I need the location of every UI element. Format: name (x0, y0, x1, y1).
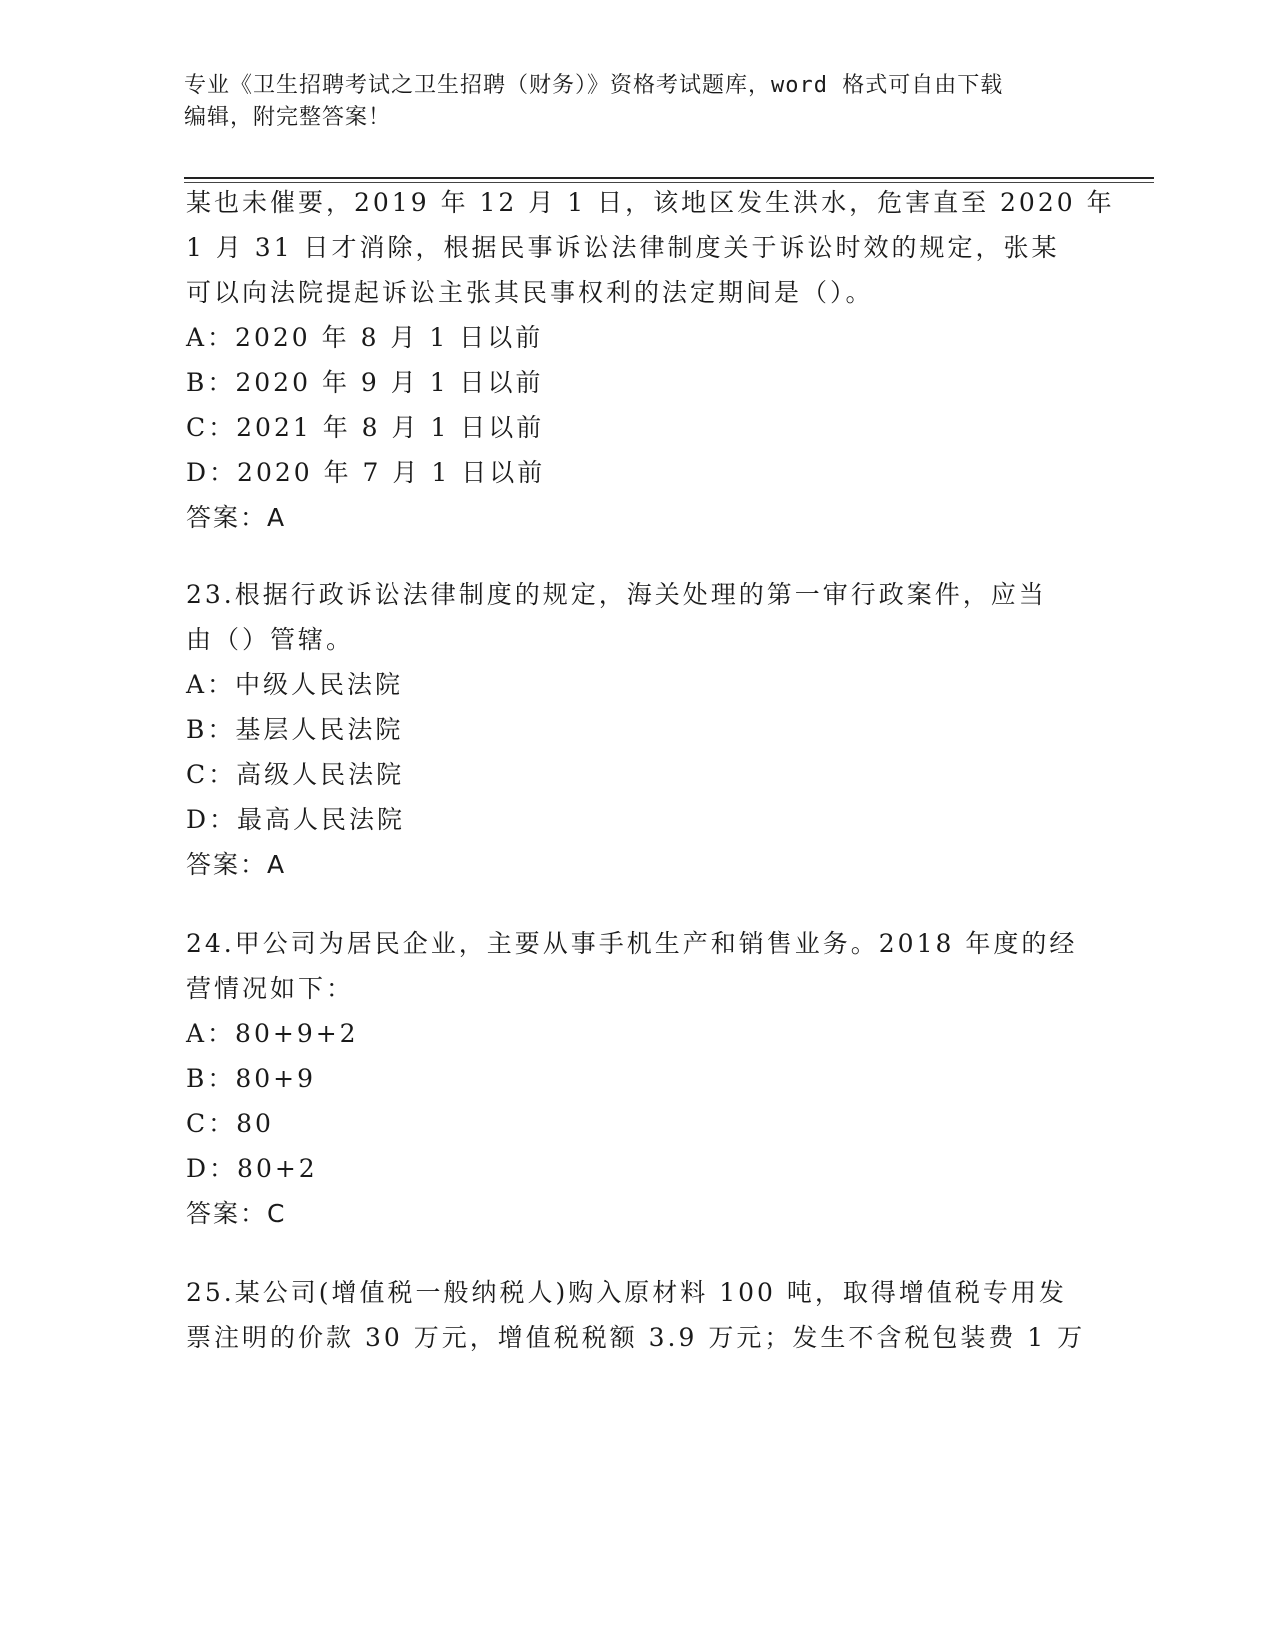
option-c: C：2021 年 8 月 1 日以前 (186, 413, 545, 442)
option-a: A：80+9+2 (186, 1019, 359, 1048)
option-b: B：2020 年 9 月 1 日以前 (186, 368, 544, 397)
question-block-25 (186, 1270, 1086, 1360)
header-line-2: 编辑，附完整答案！ (184, 105, 392, 130)
option-a: A：中级人民法院 (186, 670, 404, 699)
question-block-23 (186, 572, 1086, 887)
option-c: C：高级人民法院 (186, 760, 405, 789)
header-line-1: 专业《卫生招聘考试之卫生招聘（财务）》资格考试题库，word 格式可自由下载 (184, 73, 1004, 98)
option-d: D：最高人民法院 (186, 805, 406, 834)
page-header (184, 70, 1064, 134)
question-block-22 (186, 180, 1115, 540)
question-stem-line: 可以向法院提起诉讼主张其民事权利的法定期间是（）。 (186, 278, 874, 307)
question-stem-line: 1 月 31 日才消除，根据民事诉讼法律制度关于诉讼时效的规定，张某 (186, 233, 1060, 262)
question-stem-line: 24.甲公司为居民企业，主要从事手机生产和销售业务。2018 年度的经 (186, 929, 1078, 958)
header-divider-thick (184, 177, 1154, 179)
answer-line: 答案：A (186, 503, 287, 532)
question-stem-line: 由（）管辖。 (186, 625, 355, 654)
question-stem-line: 营情况如下： (186, 974, 355, 1003)
question-stem-line: 某也未催要，2019 年 12 月 1 日，该地区发生洪水，危害直至 2020 年 (186, 188, 1115, 217)
option-b: B：80+9 (186, 1064, 317, 1093)
question-stem-line: 25.某公司(增值税一般纳税人)购入原材料 100 吨，取得增值税专用发 (186, 1278, 1067, 1307)
answer-line: 答案：C (186, 1199, 287, 1228)
option-c: C：80 (186, 1109, 274, 1138)
option-a: A：2020 年 8 月 1 日以前 (186, 323, 544, 352)
option-d: D：80+2 (186, 1154, 318, 1183)
option-b: B：基层人民法院 (186, 715, 404, 744)
answer-line: 答案：A (186, 850, 287, 879)
question-block-24 (186, 921, 1086, 1236)
question-stem-line: 票注明的价款 30 万元，增值税税额 3.9 万元；发生不含税包装费 1 万 (186, 1323, 1086, 1352)
option-d: D：2020 年 7 月 1 日以前 (186, 458, 546, 487)
question-stem-line: 23.根据行政诉讼法律制度的规定，海关处理的第一审行政案件，应当 (186, 580, 1047, 609)
